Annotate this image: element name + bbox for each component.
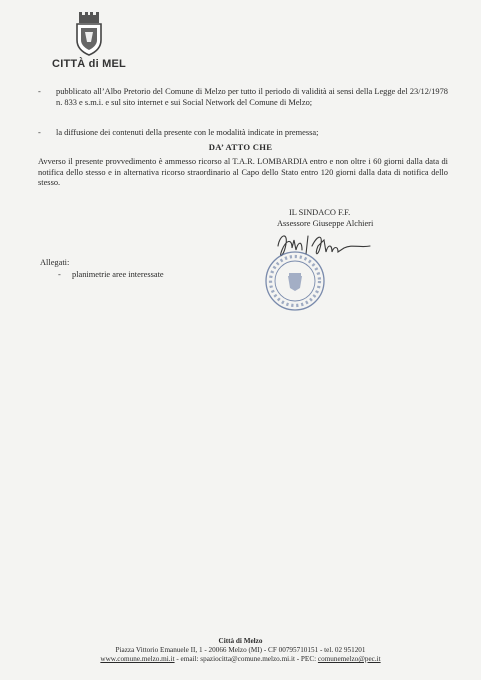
footer-contacts [0, 655, 481, 664]
footer-address: Piazza Vittorio Emanuele II, 1 - 20066 Melzo (MI) - CF 00795710151 - tel. 02 951201 [115, 646, 366, 654]
bullet-marker: - [38, 128, 41, 137]
list-item [38, 87, 448, 121]
bullet-marker: - [58, 270, 61, 279]
bullet-text: pubblicato all’Albo Pretorio del Comune di Melzo per tutto il periodo di validità ai sensi della Legge del 23/12/1978 n. 833 e s.m.i. e sul sito internet e sui Social Network del Comune di Melzo; [56, 87, 448, 107]
city-name: CITTÀ di MEL [52, 58, 126, 70]
website-link[interactable]: www.comune.melzo.mi.it [100, 655, 175, 663]
signatory-name: Assessore Giuseppe Alchieri [277, 219, 374, 228]
footer-org: Città di Melzo [218, 637, 263, 645]
pec-link[interactable]: comunemelzo@pec.it [317, 655, 381, 663]
attachments-label: Allegati: [40, 258, 70, 267]
bullet-marker: - [38, 87, 41, 96]
attachment-text: planimetrie aree interessate [72, 270, 164, 279]
email-text: - email: spaziocitta@comune.melzo.mi.it - PEC: [174, 655, 318, 663]
municipal-stamp-icon [264, 250, 326, 312]
list-item [38, 128, 448, 140]
section-heading: DA’ ATTO CHE [208, 142, 273, 152]
bullet-text: la diffusione dei contenuti della presente con le modalità indicate in premessa; [56, 128, 319, 137]
body-paragraph: Avverso il presente provvedimento è ammesso ricorso al T.A.R. LOMBARDIA entro e non oltre i 60 giorni dalla data di notifica dello stesso e in alternativa ricorso straordinario al Capo dello Stato entro 120 giorni dalla data di notifica dello stesso. [38, 157, 448, 188]
city-crest-icon [74, 12, 104, 56]
signatory-title: IL SINDACO F.F. [289, 208, 351, 217]
